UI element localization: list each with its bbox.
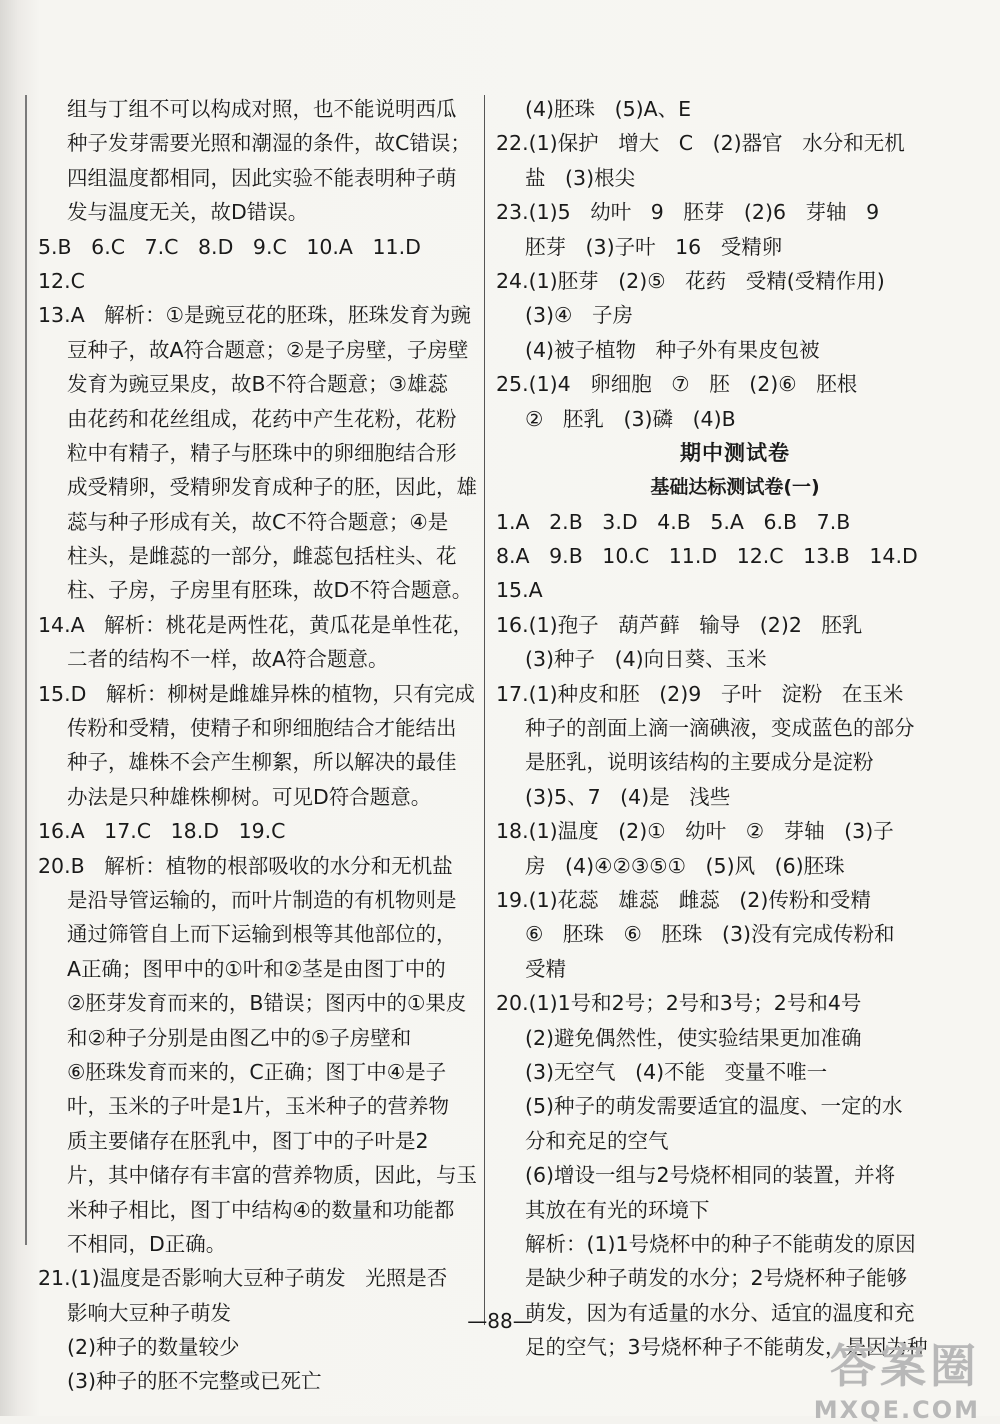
right-text-line: 期中测试卷 [680,440,790,465]
watermark-title: 答案圈 [830,1339,980,1393]
left-text-line: 组与丁组不可以构成对照，也不能说明西瓜 [67,97,457,121]
right-text-line: (2)避免偶然性，使实验结果更加准确 [525,1025,862,1050]
left-text-line: 米种子相比，图丁中结构④的数量和功能都 [67,1197,455,1222]
right-text-line: 分和充足的空气 [525,1128,669,1153]
right-text-line: 24.(1)胚芽 (2)⑤ 花药 受精(受精作用) [496,268,885,293]
right-text-line: 8.A 9.B 10.C 11.D 12.C 13.B 14.D [496,544,918,569]
left-text-line: 20.B 解析：植物的根部吸收的水分和无机盐 [38,853,453,878]
right-text-line: 16.(1)孢子 葫芦藓 输导 (2)2 胚乳 [496,612,863,637]
right-text-line: 是胚乳，说明该结构的主要成分是淀粉 [525,750,874,775]
right-text-line: 种子的剖面上滴一滴碘液，变成蓝色的部分 [525,716,915,741]
right-text-line: (3)种子 (4)向日葵、玉米 [525,647,767,672]
right-text-line: 萌发，因为有适量的水分、适宜的温度和充 [525,1300,915,1325]
left-text-line: 由花药和花丝组成，花药中产生花粉，花粉 [67,406,457,431]
left-text-line: 发育为豌豆果皮，故B不符合题意；③雄蕊 [67,372,448,397]
left-text-line: 片，其中储存有丰富的营养物质，因此，与玉 [67,1163,477,1188]
left-text-line: 柱头，是雌蕊的一部分，雌蕊包括柱头、花 [67,544,457,569]
right-text-line: (3)5、7 (4)是 浅些 [525,784,731,809]
right-text-line: (3)④ 子房 [525,303,633,328]
left-text-line: (2)种子的数量较少 [67,1335,240,1360]
left-text-line: 粒中有精子，精子与胚珠中的卵细胞结合形 [67,440,457,465]
left-text-line: 豆种子，故A符合题意；②是子房壁，子房壁 [67,337,469,362]
right-text-line: 受精 [525,956,566,981]
left-text-line: 种子发芽需要光照和潮湿的条件，故C错误； [67,131,471,156]
left-text-line: 通过筛管自上而下运输到根等其他部位的， [67,922,457,947]
right-text-line: 解析：(1)1号烧杯中的种子不能萌发的原因 [525,1231,916,1256]
right-text-line: 20.(1)1号和2号；2号和3号；2号和4号 [496,991,862,1016]
right-text-line: 1.A 2.B 3.D 4.B 5.A 6.B 7.B [496,509,851,534]
watermark-url: MXQE.COM [813,1396,980,1424]
left-text-line: 12.C [38,268,85,293]
page-number: —88— [467,1309,533,1333]
right-text-line: (4)被子植物 种子外有果皮包被 [525,337,820,362]
right-text-line: 19.(1)花蕊 雄蕊 雌蕊 (2)传粉和受精 [496,887,871,912]
right-text-line: 基础达标测试卷(一) [650,476,820,499]
left-text-line: 传粉和受精，使精子和卵细胞结合才能结出 [67,716,457,741]
left-text-line: 质主要储存在胚乳中，图丁中的子叶是2 [67,1128,429,1153]
watermark-logo [814,1330,980,1424]
left-text-line: 二者的结构不一样，故A符合题意。 [67,647,389,672]
right-text-line: 房 (4)④②③⑤① (5)风 (6)胚珠 [525,853,845,878]
left-text-line: 种子，雄株不会产生柳絮，所以解决的最佳 [67,750,457,775]
column-divider [484,95,485,1325]
left-text-line: (3)种子的胚不完整或已死亡 [67,1369,322,1394]
left-text-line: 柱、子房，子房里有胚珠，故D不符合题意。 [67,578,473,603]
right-text-line: 是缺少种子萌发的水分；2号烧杯种子能够 [525,1266,908,1291]
left-text-line: 15.D 解析：柳树是雌雄异株的植物，只有完成 [38,681,475,706]
right-text-line: 23.(1)5 幼叶 9 胚芽 (2)6 芽轴 9 [496,200,880,225]
right-text-line: ⑥ 胚珠 ⑥ 胚珠 (3)没有完成传粉和 [525,922,895,947]
left-text-line: 发与温度无关，故D错误。 [67,200,309,225]
right-text-line: 22.(1)保护 增大 C (2)器官 水分和无机 [496,131,905,156]
right-text-line: (5)种子的萌发需要适宜的温度、一定的水 [525,1094,903,1119]
right-text-line: 17.(1)种皮和胚 (2)9 子叶 淀粉 在玉米 [496,681,904,706]
left-text-line: 不相同，D正确。 [67,1231,227,1256]
right-text-line: 足的空气；3号烧杯种子不能萌发，是因为种 [525,1335,928,1360]
left-text-line: ⑥胚珠发育而来的，C正确；图丁中④是子 [67,1059,447,1084]
right-text-line: 盐 (3)根尖 [525,165,636,190]
right-text-line: (3)无空气 (4)不能 变量不唯一 [525,1059,828,1084]
right-column [496,92,974,1364]
left-text-line: 叶，玉米的子叶是1片，玉米种子的营养物 [67,1094,450,1119]
binding-margin-line [25,95,27,1245]
left-text-line: 是沿导管运输的，而叶片制造的有机物则是 [67,887,457,912]
left-text-line: A正确；图甲中的①叶和②茎是由图丁中的 [67,956,446,981]
left-text-line: 和②种子分别是由图乙中的⑤子房壁和 [67,1025,412,1050]
right-text-line: (6)增设一组与2号烧杯相同的装置，并将 [525,1163,896,1188]
right-text-line: (4)胚珠 (5)A、E [525,97,692,121]
left-text-line: 16.A 17.C 18.D 19.C [38,819,286,844]
left-text-line: 14.A 解析：桃花是两性花，黄瓜花是单性花， [38,612,474,637]
right-text-line: 15.A [496,578,543,603]
left-text-line: 影响大豆种子萌发 [67,1300,231,1325]
left-text-line: 办法是只种雄株柳树。可见D符合题意。 [67,784,432,809]
right-text-line: ② 胚乳 (3)磷 (4)B [525,406,736,431]
left-text-line: 四组温度都相同，因此实验不能表明种子萌 [67,165,457,190]
left-text-line: ②胚芽发育而来的，B错误；图丙中的①果皮 [67,991,467,1016]
left-text-line: 13.A 解析：①是豌豆花的胚珠，胚珠发育为豌 [38,303,472,328]
left-column [38,92,478,1399]
left-text-line: 5.B 6.C 7.C 8.D 9.C 10.A 11.D [38,234,421,259]
right-text-line: 25.(1)4 卵细胞 ⑦ 胚 (2)⑥ 胚根 [496,372,858,397]
left-text-line: 21.(1)温度是否影响大豆种子萌发 光照是否 [38,1266,448,1291]
left-text-line: 成受精卵，受精卵发育成种子的胚，因此，雄 [67,475,477,500]
right-text-line: 18.(1)温度 (2)① 幼叶 ② 芽轴 (3)子 [496,819,894,844]
right-text-line: 胚芽 (3)子叶 16 受精卵 [525,234,783,259]
right-text-line: 其放在有光的环境下 [525,1197,710,1222]
left-text-line: 蕊与种子形成有关，故C不符合题意；④是 [67,509,449,534]
